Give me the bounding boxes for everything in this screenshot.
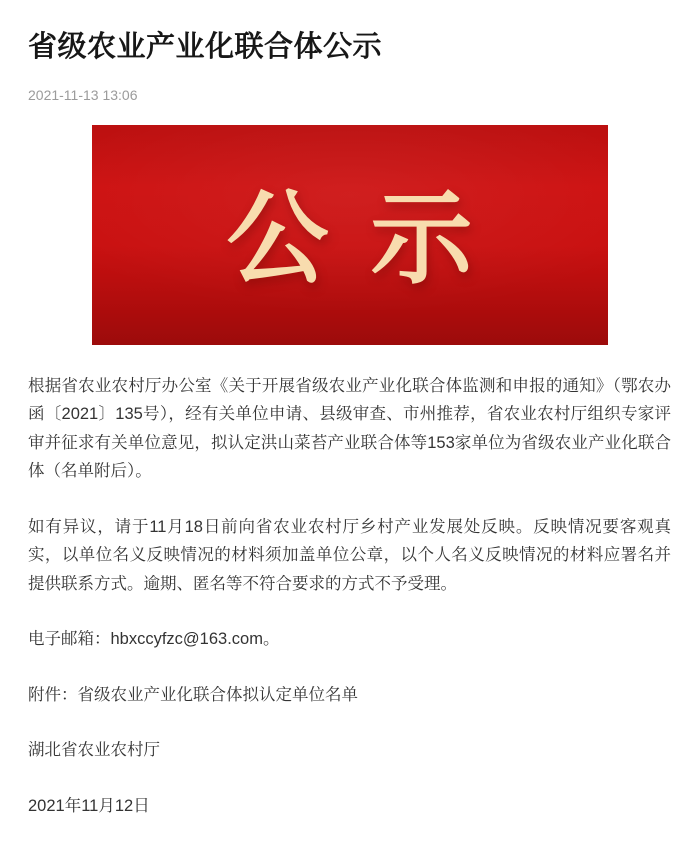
notice-banner-image	[92, 125, 608, 345]
attachment-line: 附件：省级农业产业化联合体拟认定单位名单	[28, 685, 358, 704]
paragraph-objection: 如有异议，请于11月18日前向省农业农村厅乡村产业发展处反映。反映情况要客观真实，以单位名义反映情况的材料须加盖单位公章，以个人名义反映情况的材料应署名并提供联系方式。逾期、匿名等不符合要求的方式不予受理。	[28, 517, 671, 593]
page-title: 省级农业产业化联合体公示	[28, 31, 383, 63]
issuer-line: 湖北省农业农村厅	[28, 741, 160, 760]
publish-date: 2021-11-13 13:06	[28, 86, 138, 103]
article-body	[28, 372, 671, 821]
email-line: 电子邮箱：hbxccyfzc@163.com。	[28, 630, 280, 649]
banner-text: 公示	[226, 181, 515, 296]
paragraph-basis: 根据省农业农村厅办公室《关于开展省级农业产业化联合体监测和申报的通知》（鄂农办函〔2021〕135号），经有关单位申请、县级审查、市州推荐，省农业农村厅组织专家评审并征求有关单位意见，拟认定洪山菜苔产业联合体等153家单位为省级农业产业化联合体（名单附后）。	[28, 376, 671, 481]
issue-date-line: 2021年11月12日	[28, 796, 150, 815]
